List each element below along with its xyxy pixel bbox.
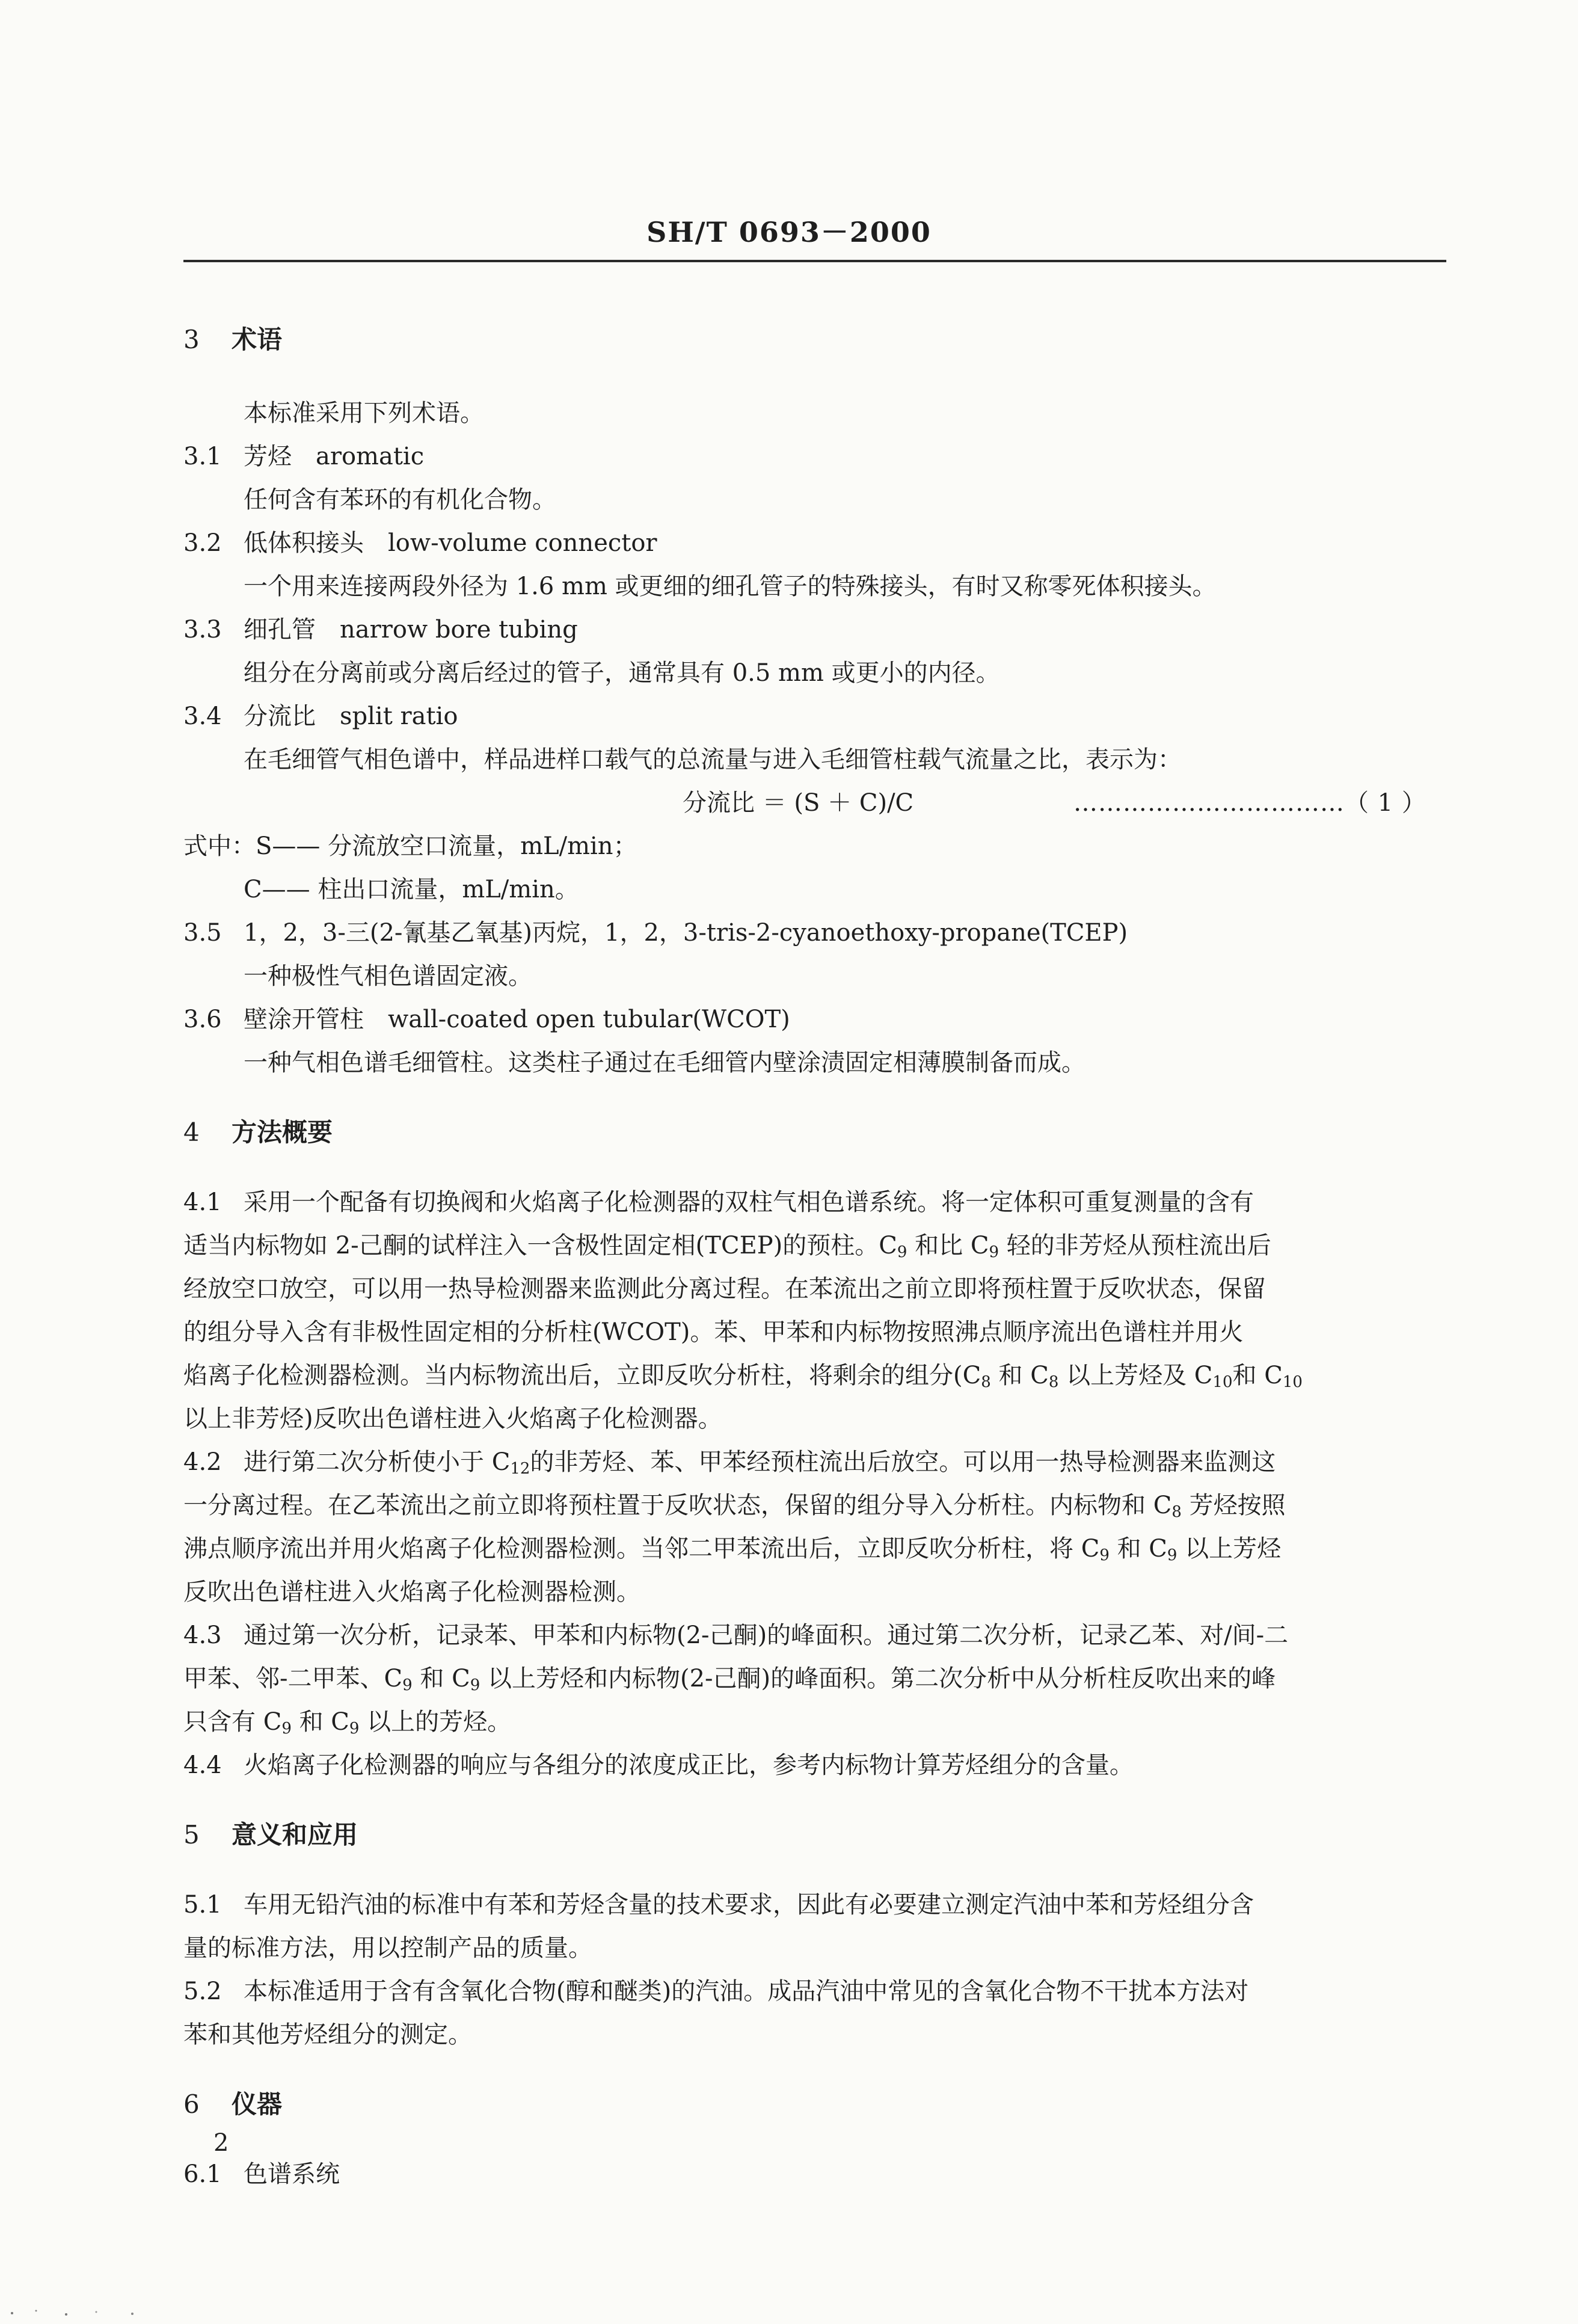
equation-1 <box>183 781 1446 825</box>
paragraph-line: 沸点顺序流出并用火焰离子化检测器检测。当邻二甲苯流出后，立即反吹分析柱，将 $C_9$ 和 $C_9$ 以上芳烃 <box>183 1535 1282 1564</box>
term-chinese: 壁涂开管柱 <box>244 1006 364 1033</box>
paragraph-number: 4.1 <box>183 1188 222 1216</box>
section-3-heading <box>183 310 1446 370</box>
term-definition: 一个用来连接两段外径为 1.6 mm 或更细的细孔管子的特殊接头，有时又称零死体积接头。 <box>244 573 1217 600</box>
term-chinese: 细孔管 <box>244 616 316 644</box>
term-3-4 <box>183 695 1446 738</box>
term-english: wall-coated open tubular(WCOT) <box>388 1006 790 1033</box>
paragraph-5-1: 5.1 车用无铅汽油的标准中有苯和芳烃含量的技术要求，因此有必要建立测定汽油中苯和芳烃组分含 量的标准方法，用以控制产品的质量。 <box>183 1883 1446 1970</box>
section-number: 5 <box>183 1820 200 1849</box>
paragraph-line: 适当内标物如 2-己酮的试样注入一含极性固定相(TCEP)的预柱。$C_9$ 和比 $C_9$ 轻的非芳烃从预柱流出后 <box>183 1232 1271 1261</box>
term-definition: 一种极性气相色谱固定液。 <box>244 962 532 990</box>
page-body <box>183 310 1446 2196</box>
equation-number: ……………………………（ 1 ） <box>1073 789 1426 817</box>
paragraph-4-4: 4.4 火焰离子化检测器的响应与各组分的浓度成正比，参考内标物计算芳烃组分的含量。 <box>183 1744 1446 1787</box>
paragraph-line: 量的标准方法，用以控制产品的质量。 <box>183 1934 592 1962</box>
section-number: 6 <box>183 2089 200 2119</box>
paragraph-number: 4.3 <box>183 1622 222 1649</box>
header-rule <box>183 260 1446 262</box>
page-number: 2 <box>213 2129 229 2157</box>
term-definition: 任何含有苯环的有机化合物。 <box>244 486 556 514</box>
paragraph-line: 采用一个配备有切换阀和火焰离子化检测器的双柱气相色谱系统。将一定体积可重复测量的含有 <box>244 1188 1254 1216</box>
section-3-intro: 本标准采用下列术语。 <box>244 399 484 427</box>
equation-text: 分流比 ＝ (S ＋ C)/C <box>683 789 914 817</box>
term-definition: 组分在分离前或分离后经过的管子，通常具有 0.5 mm 或更小的内径。 <box>244 659 1000 687</box>
term-number: 3.2 <box>183 529 222 557</box>
term-chinese: 分流比 <box>244 702 316 730</box>
paragraph-number: 6.1 <box>183 2160 222 2188</box>
section-title: 仪器 <box>232 2089 283 2119</box>
section-4-heading <box>183 1102 1446 1163</box>
where-clause-c: C—— 柱出口流量，mL/min。 <box>244 876 579 903</box>
term-definition: 一种气相色谱毛细管柱。这类柱子通过在毛细管内壁涂渍固定相薄膜制备而成。 <box>244 1049 1085 1077</box>
paragraph-number: 4.4 <box>183 1751 222 1779</box>
paragraph-line: 甲苯、邻-二甲苯、$C_9$ 和 $C_9$ 以上芳烃和内标物(2-己酮)的峰面积。第二次分析中从分析柱反吹出来的峰 <box>183 1665 1276 1694</box>
paragraph-line: 反吹出色谱柱进入火焰离子化检测器检测。 <box>183 1578 640 1606</box>
term-definition: 在毛细管气相色谱中，样品进样口载气的总流量与进入毛细管柱载气流量之比，表示为： <box>244 746 1182 773</box>
term-3-3 <box>183 608 1446 651</box>
paragraph-line: 只含有 $C_9$ 和 $C_9$ 以上的芳烃。 <box>183 1708 512 1738</box>
paragraph-line: 的组分导入含有非极性固定相的分析柱(WCOT)。苯、甲苯和内标物按照沸点顺序流出色谱柱并用火 <box>183 1318 1244 1346</box>
paragraph-number: 5.2 <box>183 1978 222 2005</box>
paragraph-6-1: 6.1 色谱系统 <box>183 2153 1446 2196</box>
paragraph-line: 一分离过程。在乙苯流出之前立即将预柱置于反吹状态，保留的组分导入分析柱。内标物和 $C_8$ 芳烃按照 <box>183 1492 1286 1521</box>
where-clause-s: 式中：S—— 分流放空口流量，mL/min； <box>183 832 637 860</box>
term-number: 3.1 <box>183 443 222 470</box>
term-number: 3.6 <box>183 1006 222 1033</box>
section-6-heading <box>183 2074 1446 2135</box>
term-3-5 <box>183 911 1446 954</box>
section-title: 方法概要 <box>232 1117 333 1147</box>
paragraph-line: 以上非芳烃)反吹出色谱柱进入火焰离子化检测器。 <box>183 1405 722 1433</box>
term-3-2 <box>183 521 1446 565</box>
section-title: 意义和应用 <box>232 1820 358 1849</box>
term-3-6 <box>183 998 1446 1041</box>
term-3-1 <box>183 435 1446 478</box>
term-heading: 1，2，3-三(2-氰基乙氧基)丙烷，1，2，3-tris-2-cyanoethoxy-propane(TCEP) <box>244 919 1128 947</box>
term-chinese: 芳烃 <box>244 443 292 470</box>
term-english: low-volume connector <box>388 529 657 557</box>
paragraph-number: 4.2 <box>183 1448 222 1476</box>
paragraph-5-2: 5.2 本标准适用于含有含氧化合物(醇和醚类)的汽油。成品汽油中常见的含氧化合物不干扰本方法对 苯和其他芳烃组分的测定。 <box>183 1970 1446 2056</box>
section-number: 4 <box>183 1117 200 1147</box>
paragraph-number: 5.1 <box>183 1891 222 1919</box>
section-title: 术语 <box>232 325 283 354</box>
paragraph-line: 经放空口放空，可以用一热导检测器来监测此分离过程。在苯流出之前立即将预柱置于反吹状态，保留 <box>183 1275 1266 1303</box>
term-english: narrow bore tubing <box>340 616 578 644</box>
term-english: split ratio <box>340 702 458 730</box>
paragraph-4-3: 4.3 通过第一次分析，记录苯、甲苯和内标物(2-己酮)的峰面积。通过第二次分析，记录乙苯、对/间-二 甲苯、邻-二甲苯、$C_9$ 和 $C_9$ 以上芳烃和内标物(2-己酮)的峰面积。第二次分析中从分析柱反吹出来的峰 只含有 $C_9$ 和 $C_9$ 以上的芳烃。 <box>183 1614 1446 1744</box>
term-english: aromatic <box>316 443 425 470</box>
scan-specks <box>0 2300 156 2324</box>
section-number: 3 <box>183 325 200 354</box>
standard-code-header: SH/T 0693－2000 <box>646 216 932 248</box>
paragraph-4-1 <box>183 1181 1446 1440</box>
section-5-heading <box>183 1805 1446 1865</box>
term-number: 3.4 <box>183 702 222 730</box>
paragraph-line: 苯和其他芳烃组分的测定。 <box>183 2021 472 2049</box>
paragraph-4-2: 4.2 进行第二次分析使小于 $C_{12}$的非芳烃、苯、甲苯经预柱流出后放空。可以用一热导检测器来监测这 一分离过程。在乙苯流出之前立即将预柱置于反吹状态，保留的组分导入分析柱。内标物和 $C_8$ 芳烃按照 沸点顺序流出并用火焰离子化检测器检测。当邻二甲苯流出后，立即反吹分析柱，将 $C_9$ 和 $C_9$ 以上芳烃 反吹出色谱柱进入火焰离子化检测器检测。 <box>183 1440 1446 1614</box>
term-chinese: 低体积接头 <box>244 529 364 557</box>
paragraph-line: 焰离子化检测器检测。当内标物流出后，立即反吹分析柱，将剩余的组分($C_8$ 和 $C_8$ 以上芳烃及 $C_{10}$和 $C_{10}$ <box>183 1362 1303 1391</box>
term-number: 3.5 <box>183 919 222 947</box>
term-number: 3.3 <box>183 616 222 644</box>
